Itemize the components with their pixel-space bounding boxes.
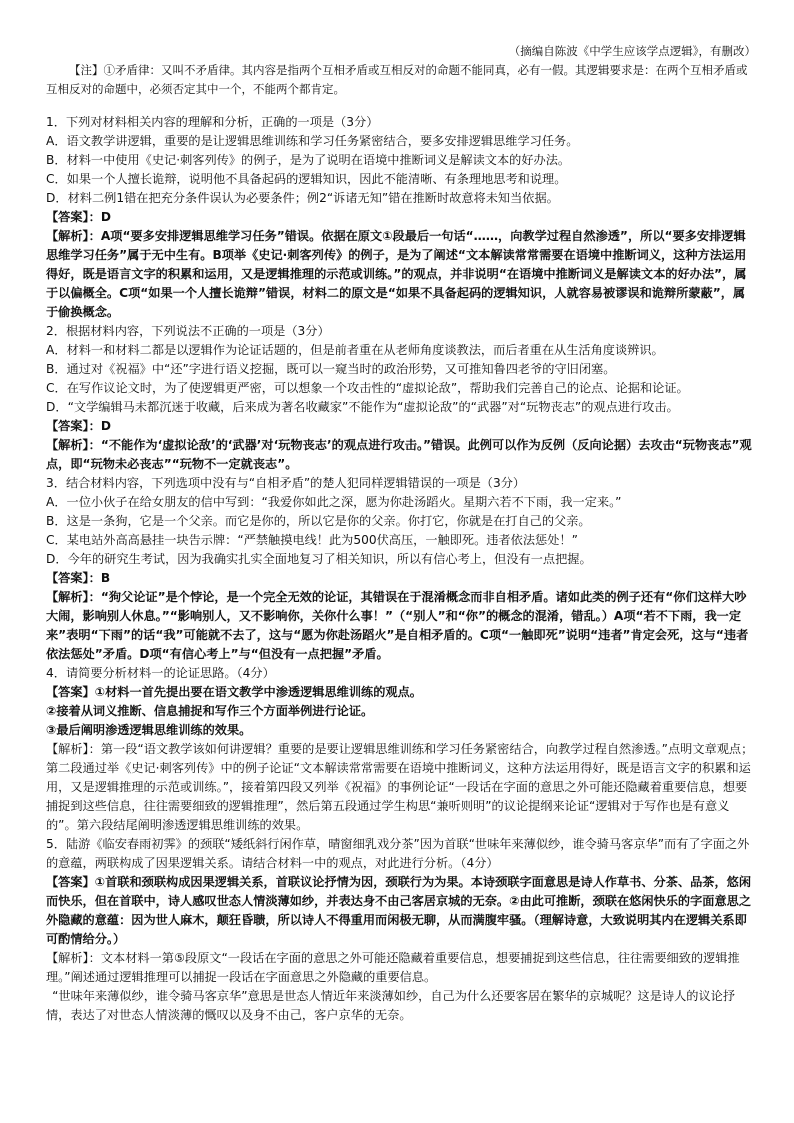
source-citation: （摘编自陈波《中学生应该学点逻辑》，有删改）	[508, 44, 756, 58]
text-line: 【解析】：“狗父论证”是个悖论，是一个完全无效的论证，其错误在于混淆概念而非自相矛盾。诸如此类的例子还有“你们这样大吵大闹，影响别人休息。”“影响别人，又不影响你，关你什么事！”（“别人”和“你”的概念的混淆，错乱。）A项“若不下雨，我一定来”表明“下雨”的话“我”可能就不去了，这与“愿为你赴汤蹈火”是自相矛盾的。C项“一触即死”说明“违者”肯定会死，这与“违者依法惩处”矛盾。D项“有信心考上”与“但没有一点把握”矛盾。	[46, 590, 749, 661]
text-line: C．在写作议论文时，为了使逻辑更严密，可以想象一个攻击性的“虚拟论敌”，帮助我们完善自己的论点、论据和论证。	[46, 381, 689, 395]
text-line: 5．陆游《临安春雨初霁》的颈联“矮纸斜行闲作草，晴窗细乳戏分茶”因为首联“世味年来薄似纱，谁令骑马客京华”而有了字面之外的意蕴，两联构成了因果逻辑关系。请结合材料一中的观点，对此进行分析。（4分）	[46, 837, 750, 870]
text-line: 【答案】①材料一首先提出要在语文教学中渗透逻辑思维训练的观点。	[46, 685, 422, 699]
text-line: D．材料二例1错在把充分条件误认为必要条件；例2“诉诸无知”错在推断时故意将未知当依据。	[46, 191, 559, 205]
text-line: 【答案】：B	[46, 571, 111, 585]
text-line: B．材料一中使用《史记·刺客列传》的例子，是为了说明在语境中推断词义是解读文本的好办法。	[46, 153, 571, 167]
text-line: C．如果一个人擅长诡辩，说明他不具备起码的逻辑知识，因此不能清晰、有条理地思考和说理。	[46, 172, 567, 186]
text-line: A．材料一和材料二都是以逻辑作为论证话题的，但是前者重在从老师角度谈教法，而后者重在从生活角度谈辨识。	[46, 343, 664, 357]
annotation-note: 【注】①矛盾律：又叫不矛盾律。其内容是指两个互相矛盾或互相反对的命题不能同真，必有一假。其逻辑要求是：在两个互相矛盾或互相反对的命题中，必须否定其中一个，不能两个都肯定。	[46, 63, 748, 96]
document-page	[46, 42, 756, 1025]
text-line: A．一位小伙子在给女朋友的信中写到：“我爱你如此之深，愿为你赴汤蹈火。星期六若不下雨，我一定来。”	[46, 495, 622, 509]
text-line: ③最后阐明渗透逻辑思维训练的效果。	[46, 723, 252, 737]
text-line: B．这是一条狗，它是一个父亲。而它是你的，所以它是你的父亲。你打它，你就是在打自己的父亲。	[46, 514, 591, 528]
text-line: 【答案】：D	[46, 210, 111, 224]
text-line: “世味年来薄似纱，谁令骑马客京华”意思是世态人情近年来淡薄如纱，自己为什么还要客居在繁华的京城呢？这是诗人的议论抒情，表达了对世态人情淡薄的慨叹以及身不由己，客户京华的无奈。	[46, 989, 736, 1022]
text-line: A．语文教学讲逻辑，重要的是让逻辑思维训练和学习任务紧密结合，要多安排逻辑思维学习任务。	[46, 134, 579, 148]
text-line: 【解析】：“不能作为‘虚拟论敌’的‘武器’对‘玩物丧志’的观点进行攻击。”错误。此例可以作为反例（反向论据）去攻击“玩物丧志”观点，即“玩物未必丧志”“玩物不一定就丧志”。	[46, 438, 752, 471]
text-line: 1．下列对材料相关内容的理解和分析，正确的一项是（3分）	[46, 115, 379, 129]
text-line: B．通过对《祝福》中“还”字进行语义挖掘，既可以一窥当时的政治形势，又可推知鲁四老爷的守旧闭塞。	[46, 362, 616, 376]
text-line: C．某电站外高高悬挂一块告示牌：“严禁触摸电线！此为500伏高压，一触即死。违者依法惩处！”	[46, 533, 578, 547]
text-line: 4．请简要分析材料一的论证思路。（4分）	[46, 666, 275, 680]
text-line: D．“文学编辑马未都沉迷于收藏，后来成为著名收藏家”不能作为“虚拟论敌”的“武器”对“玩物丧志”的观点进行攻击。	[46, 400, 679, 414]
text-line: 3．结合材料内容，下列选项中没有与“自相矛盾”的楚人犯同样逻辑错误的一项是（3分）	[46, 476, 526, 490]
text-line: D．今年的研究生考试，因为我确实扎实全面地复习了相关知识，所以有信心考上，但没有一点把握。	[46, 552, 592, 566]
text-line: 2．根据材料内容，下列说法不正确的一项是（3分）	[46, 324, 330, 338]
text-line: 【解析】：第一段“语文教学该如何讲逻辑？重要的是要让逻辑思维训练和学习任务紧密结合，向教学过程自然渗透。”点明文章观点；第二段通过举《史记·刺客列传》中的例子论证“文本解读常常需要在语境中推断词义，这种方法运用得好，既是语言文字的积累和运用，又是逻辑推理的示范或训练。”，接着第四段又列举《祝福》的事例论证“一段话在字面的意思之外可能还隐藏着重要信息，想要捕捉到这些信息，往往需要细致的逻辑推理”，然后第五段通过学生构思“兼听则明”的议论提纲来论证“逻辑对于写作也是有意义的”。第六段结尾阐明渗透逻辑思维训练的效果。	[46, 742, 754, 832]
text-line: 【答案】①首联和颈联构成因果逻辑关系，首联议论抒情为因，颈联行为为果。本诗颈联字面意思是诗人作草书、分茶、品茶，悠闲而快乐，但在首联中，诗人感叹世态人情淡薄如纱，并表达身不由己客居京城的无奈。②由此可推断，颈联在悠闲快乐的字面意思之外隐藏的意蕴：因为世人麻木，颠狂昏聩，所以诗人不得重用而闲极无聊，从而满腹牢骚。（理解诗意，大致说明其内在逻辑关系即可酌情给分。）	[46, 875, 752, 946]
text-line: 【答案】：D	[46, 419, 111, 433]
document-body	[46, 113, 756, 1025]
text-line: 【解析】：文本材料一第⑤段原文“一段话在字面的意思之外可能还隐藏着重要信息，想要捕捉到这些信息，往往需要细致的逻辑推理。”阐述通过逻辑推理可以捕捉一段话在字面意思之外隐藏的重要信息。	[46, 951, 740, 984]
text-line: ②接着从词义推断、信息捕捉和写作三个方面举例进行论证。	[46, 704, 374, 718]
text-line: 【解析】：A项“要多安排逻辑思维学习任务”错误。依据在原文①段最后一句话“……，向教学过程自然渗透”，所以“要多安排逻辑思维学习任务”属于无中生有。B项举《史记·刺客列传》的例子，是为了阐述“文本解读常常需要在语境中推断词义，这种方法运用得好，既是语言文字的积累和运用，又是逻辑推理的示范或训练。”的观点，并非说明“在语境中推断词义是解读文本的好办法”，属于以偏概全。C项“如果一个人擅长诡辩”错误，材料二的原文是“如果不具备起码的逻辑知识，人就容易被谬误和诡辩所蒙蔽”，属于偷换概念。	[46, 229, 747, 319]
